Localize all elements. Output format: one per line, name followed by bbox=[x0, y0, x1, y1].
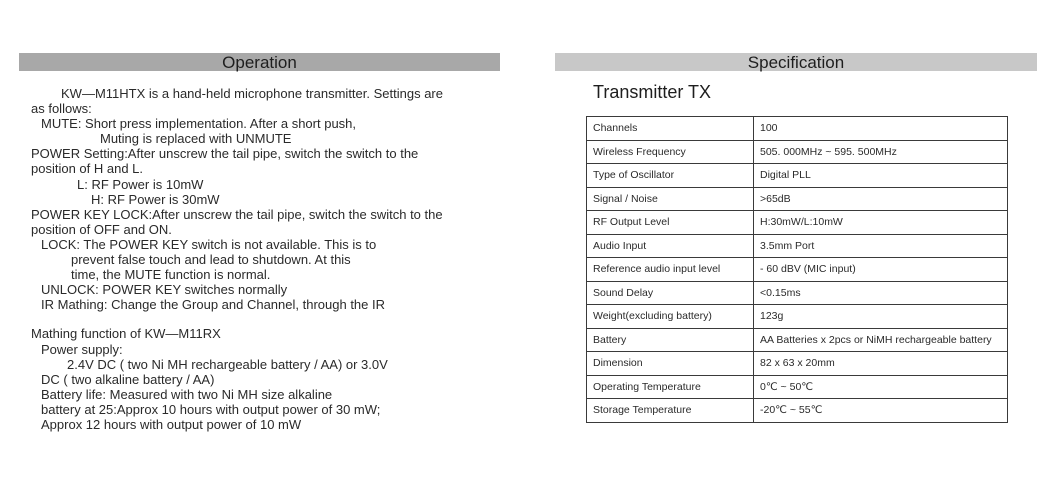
operation-line: POWER Setting:After unscrew the tail pipe, switch the switch to the bbox=[31, 146, 419, 162]
table-row bbox=[587, 164, 1008, 188]
spec-value: AA Batteries x 2pcs or NiMH rechargeable battery bbox=[754, 328, 1008, 352]
spec-label: Battery bbox=[587, 328, 754, 352]
spec-value: >65dB bbox=[754, 187, 1008, 211]
operation-line: Battery life: Measured with two Ni MH size alkaline bbox=[41, 386, 333, 402]
operation-line: Approx 12 hours with output power of 10 mW bbox=[41, 416, 302, 432]
operation-line: Power supply: bbox=[41, 341, 123, 357]
table-row bbox=[587, 281, 1008, 305]
spec-value: <0.15ms bbox=[754, 281, 1008, 305]
operation-line: prevent false touch and lead to shutdown. At this bbox=[71, 252, 351, 268]
operation-line: time, the MUTE function is normal. bbox=[71, 267, 271, 283]
spec-label: Operating Temperature bbox=[587, 375, 754, 399]
operation-text bbox=[31, 86, 501, 432]
spec-value: 123g bbox=[754, 305, 1008, 329]
operation-line: UNLOCK: POWER KEY switches normally bbox=[41, 282, 288, 298]
operation-line: MUTE: Short press implementation. After a short push, bbox=[41, 116, 357, 132]
table-row bbox=[587, 117, 1008, 141]
operation-line: Mathing function of KW—M11RX bbox=[31, 326, 221, 342]
operation-heading: Operation bbox=[19, 53, 500, 71]
spec-value: -20℃ ~ 55℃ bbox=[754, 399, 1008, 423]
operation-line: KW—M11HTX is a hand-held microphone transmitter. Settings are bbox=[61, 86, 443, 101]
operation-line: position of H and L. bbox=[31, 161, 144, 177]
table-row bbox=[587, 187, 1008, 211]
spec-label: Channels bbox=[587, 117, 754, 141]
spec-label: RF Output Level bbox=[587, 211, 754, 235]
operation-line: position of OFF and ON. bbox=[31, 221, 172, 237]
spec-label: Audio Input bbox=[587, 234, 754, 258]
operation-line: 2.4V DC ( two Ni MH rechargeable battery / AA) or 3.0V bbox=[67, 356, 388, 372]
table-row bbox=[587, 399, 1008, 423]
spec-value: 3.5mm Port bbox=[754, 234, 1008, 258]
table-row bbox=[587, 328, 1008, 352]
spec-label: Weight(excluding battery) bbox=[587, 305, 754, 329]
spec-label: Sound Delay bbox=[587, 281, 754, 305]
operation-line: H: RF Power is 30mW bbox=[91, 191, 220, 207]
table-row bbox=[587, 258, 1008, 282]
spec-value: 100 bbox=[754, 117, 1008, 141]
operation-line: battery at 25:Approx 10 hours with output power of 30 mW; bbox=[41, 401, 381, 417]
operation-line: L: RF Power is 10mW bbox=[77, 176, 204, 192]
spec-value: - 60 dBV (MIC input) bbox=[754, 258, 1008, 282]
specification-heading: Specification bbox=[555, 53, 1037, 71]
spec-label: Type of Oscillator bbox=[587, 164, 754, 188]
operation-line: DC ( two alkaline battery / AA) bbox=[41, 371, 215, 387]
operation-line: IR Mathing: Change the Group and Channel, through the IR bbox=[41, 297, 385, 313]
spec-label: Wireless Frequency bbox=[587, 140, 754, 164]
spec-table bbox=[586, 116, 1008, 423]
operation-line: POWER KEY LOCK:After unscrew the tail pipe, switch the switch to the bbox=[31, 206, 443, 222]
table-row bbox=[587, 305, 1008, 329]
spec-value: 505. 000MHz ~ 595. 500MHz bbox=[754, 140, 1008, 164]
operation-line: LOCK: The POWER KEY switch is not available. This is to bbox=[41, 236, 377, 252]
spec-label: Signal / Noise bbox=[587, 187, 754, 211]
table-row bbox=[587, 140, 1008, 164]
operation-line: Muting is replaced with UNMUTE bbox=[100, 131, 292, 147]
operation-line: as follows: bbox=[31, 101, 92, 117]
spec-value: 0℃ ~ 50℃ bbox=[754, 375, 1008, 399]
table-row bbox=[587, 234, 1008, 258]
spec-value: H:30mW/L:10mW bbox=[754, 211, 1008, 235]
spec-label: Dimension bbox=[587, 352, 754, 376]
table-row bbox=[587, 352, 1008, 376]
spec-value: Digital PLL bbox=[754, 164, 1008, 188]
spec-subtitle: Transmitter TX bbox=[593, 82, 712, 102]
table-row bbox=[587, 375, 1008, 399]
spec-label: Reference audio input level bbox=[587, 258, 754, 282]
table-row bbox=[587, 211, 1008, 235]
spec-label: Storage Temperature bbox=[587, 399, 754, 423]
spec-value: 82 x 63 x 20mm bbox=[754, 352, 1008, 376]
